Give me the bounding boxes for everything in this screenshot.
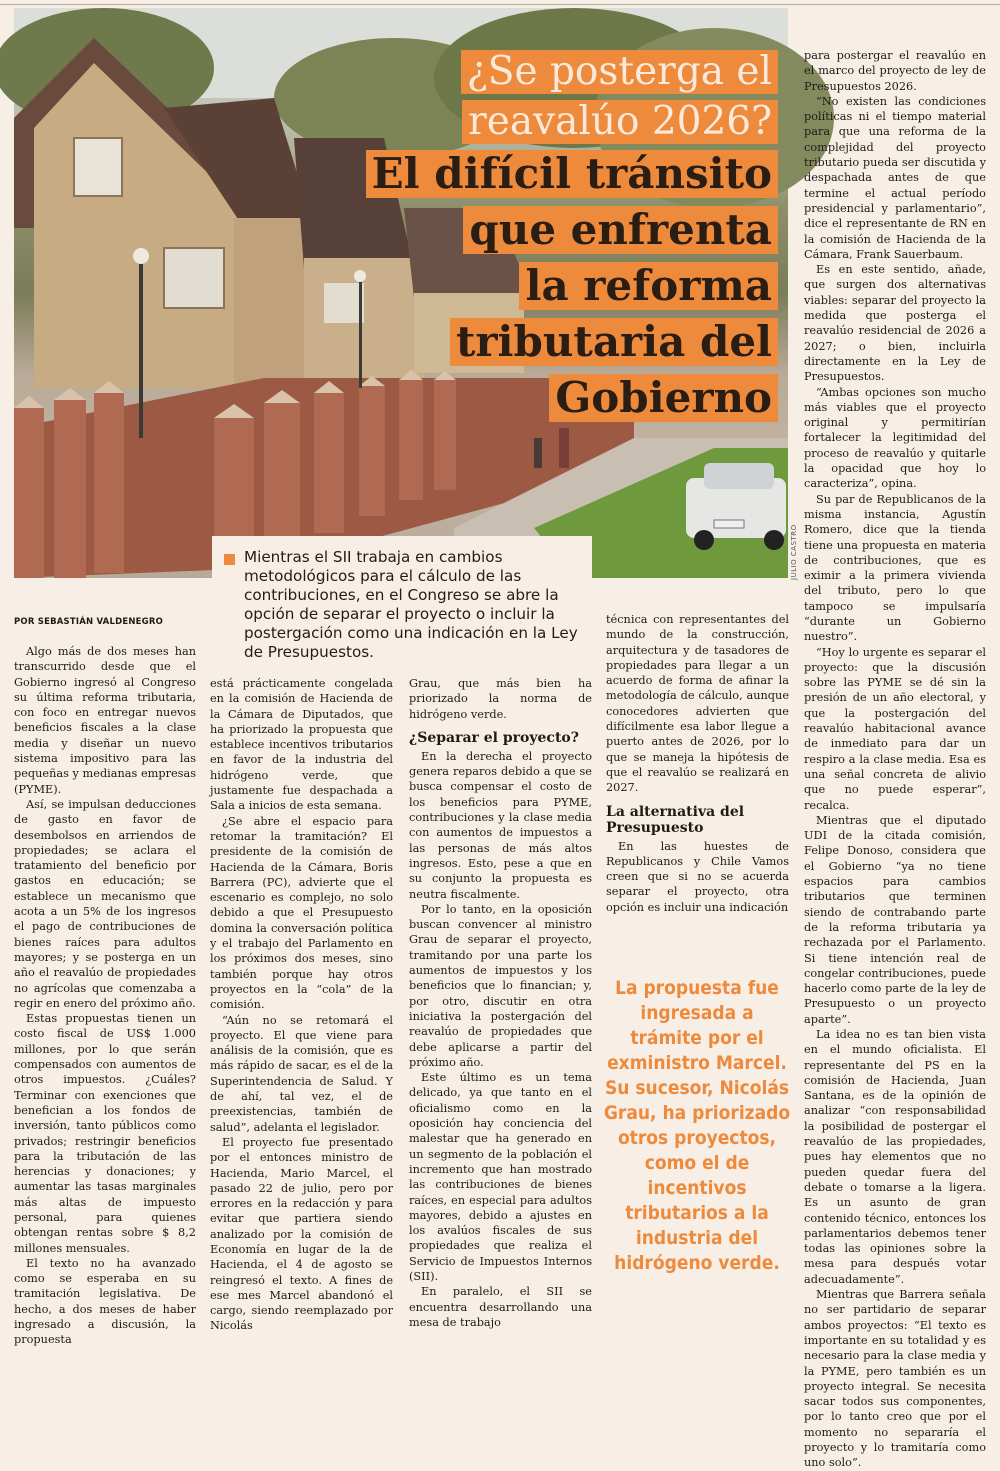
- paragraph: En las huestes de Republicanos y Chile Vamos creen que si no se acuerda separar el proyecto, otra opción es incluir una indicación: [606, 839, 789, 914]
- headline-title-line-5: Gobierno: [366, 374, 778, 422]
- column-4: [606, 612, 789, 915]
- photo-credit: JULIO CASTRO: [790, 524, 798, 580]
- paragraph: técnica con representantes del mundo de la construcción, arquitectura y de tasadores de propiedades para llegar a un acuerdo de forma de afinar la metodología de cálculo, aunque conocedores advierten que difícilmente esa labor llegue a puerto antes de 2026, por lo que se maneja la hipótesis de que el reavalúo se realizará en 2027.: [606, 613, 789, 795]
- paragraph: “Ambas opciones son mucho más viables que el proyecto original y permitirían fortalecer la legitimidad del proceso de reavalúo y quitarle la opacidad que hoy lo caracteriza”, opina.: [804, 385, 986, 491]
- deck-square-icon: [224, 554, 235, 565]
- paragraph: Su par de Republicanos de la misma instancia, Agustín Romero, dice que la tienda tiene una propuesta en materia de contribuciones, que es eximir a la primera vivienda del tributo, pero lo que tampoco se impulsaría “durante un Gobierno nuestro”.: [804, 492, 986, 644]
- paragraph: está prácticamente congelada en la comisión de Hacienda de la Cámara de Diputados, que ha priorizado la propuesta que establece incentivos tributarios en favor de la industria del hidrógeno verde, que justamente fue despachada a Sala a inicios de esta semana.: [210, 677, 393, 813]
- column-2: [210, 676, 393, 1334]
- paragraph: Así, se impulsan deducciones de gasto en favor de desembolsos en arriendos de propiedades; se aclara el tratamiento del beneficio por gastos en educación; se establece un mecanismo que acota a un 5% de los ingresos el pago de contribuciones de bienes raíces para adultos mayores; y se posterga en un año el reavalúo de propiedades no agrícolas que comenzaba a regir en enero del próximo año.: [14, 797, 196, 1010]
- paragraph: “Hoy lo urgente es separar el proyecto: que la discusión sobre las PYME se dé sin la presión de un año electoral, y que la postergación del reavalúo habitacional avance de inmediato para dar un respiro a la clase media. Esa es una señal concreta de alivio que no puede esperar”, recalca.: [804, 645, 986, 812]
- paragraph: Es en este sentido, añade, que surgen dos alternativas viables: separar del proyecto la medida que posterga el reavalúo residencial de 2026 a 2027; o bien, incluirla directamente en la Ley de Presupuestos.: [804, 263, 986, 384]
- headline-question-line-1: ¿Se posterga el: [366, 50, 778, 94]
- column-5: [804, 48, 986, 1471]
- paragraph: En la derecha el proyecto genera reparos debido a que se busca compensar el costo de los beneficios para PYME, contribuciones y la clase media con aumentos de impuestos a las personas de más altos ingresos. Esto, pese a que en su conjunto la propuesta es neutra fiscalmente.: [409, 749, 592, 901]
- headline-title-line-3: la reforma: [366, 262, 778, 310]
- paragraph: En paralelo, el SII se encuentra desarrollando una mesa de trabajo: [409, 1285, 592, 1329]
- byline: POR SEBASTIÁN VALDENEGRO: [14, 617, 164, 627]
- headline-title-line-2: que enfrenta: [366, 206, 778, 254]
- article-deck: [212, 536, 592, 666]
- headline-question-line-2: reavalúo 2026?: [366, 100, 778, 144]
- paragraph: Mientras que el diputado UDI de la citada comisión, Felipe Donoso, considera que el Gobierno “ya no tiene espacios para cambios tributarios que terminen siendo de contrabando parte de la reforma tributaria ya rechazada por el Parlamento. Si tiene intención real de congelar contribuciones, puede hacerlo como parte de la ley de Presupuesto o un proyecto aparte”.: [804, 813, 986, 1026]
- paragraph: El texto no ha avanzado como se esperaba en su tramitación legislativa. De hecho, a dos meses de haber ingresado a discusión, la propuesta: [14, 1256, 196, 1347]
- paragraph: ¿Se abre el espacio para retomar la tramitación? El presidente de la comisión de Hacienda de la Cámara, Boris Barrera (PC), advierte que el escenario es complejo, no solo debido a que el Presupuesto domina la conversación política y el trabajo del Parlamento en los próximos dos meses, sino también porque hay otros proyectos en la “cola” de la comisión.: [210, 814, 393, 1012]
- paragraph: Este último es un tema delicado, ya que tanto en el oficialismo como en la oposición hay conciencia del malestar que ha generado en un segmento de la población el incremento que han mostrado las contribuciones de bienes raíces, en especial para adultos mayores, debido a ajustes en los avalúos fiscales de sus propiedades que realiza el Servicio de Impuestos Internos (SII).: [409, 1071, 592, 1283]
- column-1: [14, 644, 196, 1348]
- paragraph: La idea no es tan bien vista en el mundo oficialista. El representante del PS en la comisión de Hacienda, Juan Santana, es de la opinión de analizar “con responsabilidad la posibilidad de postergar el reavalúo de las propiedades, pues hay elementos que no pueden quedar fuera del debate o tomarse a la ligera. Es un asunto de gran contenido técnico, entonces los parlamentarios debemos tener todas las opiniones sobre la mesa para después votar adecuadamente”.: [804, 1028, 986, 1286]
- column-3: [409, 676, 592, 1330]
- headline: [366, 50, 778, 430]
- top-rule: [0, 4, 1000, 5]
- paragraph: Algo más de dos meses han transcurrido desde que el Gobierno ingresó al Congreso su última reforma tributaria, con foco en entregar nuevos beneficios fiscales a la clase media y diseñar un nuevo sistema impositivo para las pequeñas y medianas empresas (PYME).: [14, 645, 196, 796]
- headline-title-line-4: tributaria del: [366, 318, 778, 366]
- paragraph: para postergar el reavalúo en el marco del proyecto de ley de Presupuestos 2026.: [804, 49, 986, 93]
- paragraph: “Aún no se retomará el proyecto. El que viene para análisis de la comisión, que es más rápido de sacar, es el de la Superintendencia de Salud. Y de ahí, tal vez, el de preexistencias, también de salud”, adelanta el legislador.: [210, 1013, 393, 1134]
- paragraph: Grau, que más bien ha priorizado la norma de hidrógeno verde.: [409, 677, 592, 721]
- paragraph: Mientras que Barrera señala no ser partidario de separar ambos proyectos: “El texto es importante en su totalidad y es necesario para la clase media y la PYME, pero también es un proyecto integral. Se necesita sacar todos sus componentes, por lo tanto creo que por el momento no separaría el proyecto y lo tramitaría como uno solo”.: [804, 1288, 986, 1470]
- paragraph: Estas propuestas tienen un costo fiscal de US$ 1.000 millones, por lo que serán compensados con aumentos de otros impuestos. ¿Cuáles? Terminar con exenciones que benefician a los fondos de inversión, tanto públicos como privados; restringir beneficios para la tributación de las herencias y donaciones; y aumentar las tasas marginales más altas de impuesto personal, para quienes obtengan rentas sobre $ 8,2 millones mensuales.: [14, 1012, 196, 1255]
- paragraph: Por lo tanto, en la oposición buscan convencer al ministro Grau de separar el proyecto, tramitando por una parte los aumentos de impuestos y los beneficios que lo financian; y, por otro, discutir en otra iniciativa la postergación del reavalúo de propiedades que debe aplicarse a partir del próximo año.: [409, 902, 592, 1069]
- paragraph: El proyecto fue presentado por el entonces ministro de Hacienda, Mario Marcel, el pasado 22 de julio, pero por errores en la redacción y para evitar que partiera siendo analizado por la comisión de Economía en lugar de la de Hacienda, el 4 de agosto se reingresó el texto. A fines de ese mes Marcel abandonó el cargo, siendo reemplazado por Nicolás: [210, 1135, 393, 1333]
- headline-title-line-1: El difícil tránsito: [366, 150, 778, 198]
- paragraph: “No existen las condiciones políticas ni el tiempo material para que una reforma de la complejidad del proyecto tributario pueda ser discutida y despachada antes de que termine el actual período presidencial y parlamentario”, dice el representante de RN en la comisión de Hacienda de la Cámara, Frank Sauerbaum.: [804, 94, 986, 261]
- pull-quote: La propuesta fue ingresada a trámite por el exministro Marcel. Su sucesor, Nicolás Grau, ha priorizado otros proyectos, como el de incentivos tributarios a la industria del hidrógeno verde.: [602, 968, 792, 1228]
- subheading: ¿Separar el proyecto?: [409, 729, 579, 746]
- deck-text: Mientras el SII trabaja en cambios metodológicos para el cálculo de las contribuciones, en el Congreso se abre la opción de separar el proyecto o incluir la postergación como una indicación en la Ley de Presupuestos.: [244, 548, 578, 661]
- subheading: La alternativa del Presupuesto: [606, 803, 745, 836]
